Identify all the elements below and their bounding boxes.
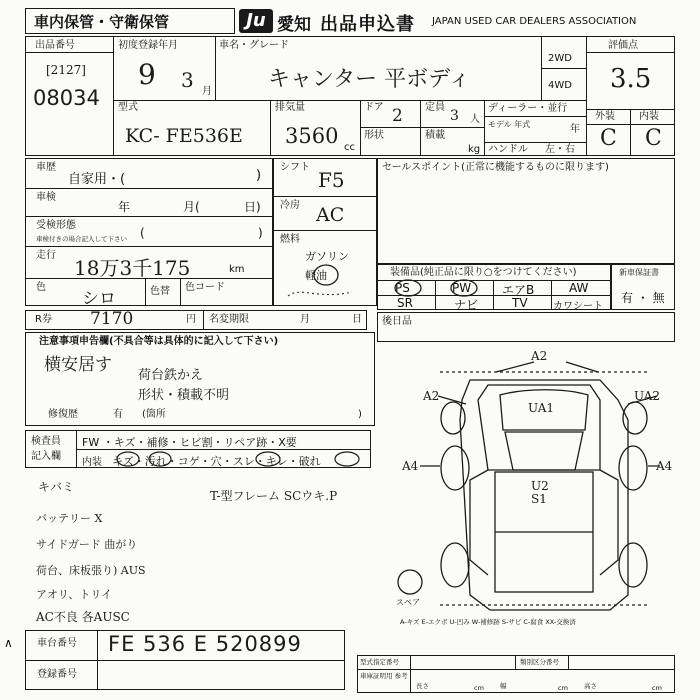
inspect-note-3: バッテリー X — [36, 512, 103, 525]
lot-number-label: 出品番号 — [35, 40, 75, 51]
kg-unit: kg — [468, 144, 481, 155]
association-name: JAPAN USED CAR DEALERS ASSOCIATION — [432, 16, 637, 27]
inspect-note-1: キバミ — [38, 480, 75, 494]
warranty-label: 新車保証書 — [619, 268, 659, 277]
first-registration-month: 3 — [181, 68, 194, 92]
month-unit: 月 — [202, 86, 212, 97]
chassis-number: FE 536 E 520899 — [108, 632, 302, 656]
lot-number: 08034 — [33, 86, 100, 110]
repair-close: ) — [358, 409, 362, 420]
repair-paren: (箇所 — [142, 409, 166, 420]
damage-mark-a4-right: A4 — [656, 459, 673, 473]
repair-history-label: 修復歴 — [48, 409, 78, 420]
damage-mark-a2-top: A2 — [531, 349, 548, 363]
spare-tire-label: スペア — [396, 598, 420, 607]
inspector-interior-row: キズ・汚れ・コゲ・穴・スレ・キレ・破れ — [112, 455, 321, 468]
color-label: 色 — [36, 282, 46, 293]
model-value: KC- FE536E — [125, 125, 243, 147]
inspection-label: 車検 — [36, 192, 56, 203]
name-grade-label: 車名・グレード — [219, 40, 289, 51]
equip-aw: AW — [569, 281, 589, 295]
receipt-paren: ( — [140, 226, 145, 240]
handle-value: 左・右 — [545, 144, 575, 155]
first-registration-label: 初度登録年月 — [118, 40, 178, 51]
length-label: 長さ — [416, 682, 429, 690]
registration-label: 登録番号 — [37, 669, 77, 680]
height-unit: cm — [652, 684, 662, 692]
fuel-light-oil: 軽油 — [305, 269, 327, 282]
score-value: 3.5 — [610, 64, 652, 94]
org-name: 愛知 — [277, 15, 311, 35]
notes-line3: 形状・積載不明 — [138, 388, 230, 403]
name-grade-value: キャンター 平ボディ — [268, 67, 471, 92]
shift-label: シフト — [280, 162, 310, 173]
mileage-label: 走行 — [36, 250, 56, 261]
class-number-label: 類別区分番号 — [520, 658, 559, 666]
length-unit: cm — [474, 684, 484, 692]
yen-unit: 円 — [186, 314, 196, 325]
person-unit: 人 — [470, 114, 480, 125]
fuel-label: 燃料 — [280, 234, 300, 245]
recycle-label: R券 — [35, 314, 52, 325]
model-year-label: モデル 年式 — [488, 120, 531, 129]
recycle-value: 7170 — [90, 309, 134, 329]
chassis-label: 車台番号 — [37, 638, 77, 649]
ac-label: 冷房 — [280, 200, 300, 211]
warranty-value: 有 ・ 無 — [621, 291, 665, 305]
inspect-note-7: AC不良 各AUSC — [36, 610, 130, 624]
capacity-value: 3 — [450, 108, 459, 124]
receipt-close: ) — [258, 226, 263, 240]
damage-mark-s1: S1 — [531, 492, 547, 506]
damage-mark-a4-left: A4 — [402, 459, 419, 473]
damage-legend: A-キズ E-エクボ U-凹み W-補修跡 S-サビ C-腐食 XX-交換済 — [400, 618, 576, 626]
inspect-note-4: サイドガード 曲がり — [36, 538, 138, 551]
garage-cert-label: 車庫証明用 参考 — [360, 672, 408, 680]
damage-mark-ua2-right: UA2 — [634, 389, 661, 403]
interior-label: 内装 — [639, 111, 659, 122]
type-designation-label: 型式指定番号 — [360, 658, 399, 666]
color-code-label: 色コード — [185, 282, 225, 293]
sales-point-label: セールスポイント(正常に機能するものに限ります) — [382, 162, 609, 173]
notes-label: 注意事項申告欄(不具合等は具体的に記入して下さい) — [39, 336, 279, 347]
dealer-label: ディーラー・並行 — [488, 103, 568, 114]
ju-logo: Ju — [239, 9, 273, 33]
damage-mark-ua1: UA1 — [528, 401, 555, 415]
equip-navi: ナビ — [454, 298, 479, 312]
km-unit: km — [229, 264, 245, 275]
exterior-label: 外装 — [595, 111, 615, 122]
interior-grade: C — [645, 126, 662, 151]
equip-sr: SR — [397, 296, 413, 310]
damage-mark-a2-left: A2 — [423, 389, 440, 403]
equip-leather-seat: カワシート — [553, 301, 603, 312]
width-unit: cm — [558, 684, 568, 692]
inspect-note-6: アオリ、トリイ — [36, 588, 113, 601]
model-year-unit: 年 — [570, 124, 580, 135]
width-label: 幅 — [500, 682, 507, 690]
inspector-label: 検査員 — [31, 436, 61, 447]
color-value: シロ — [82, 289, 116, 309]
inspect-note-5: 荷台、床板張り) AUS — [36, 564, 146, 577]
equipment-label: 装備品(純正品に限り○をつけてください) — [390, 267, 577, 278]
fuel-gasoline: ガソリン — [305, 250, 349, 263]
receipt-note: 車検付きの場合記入して下さい — [36, 235, 127, 243]
equip-pw: PW — [452, 281, 472, 295]
history-label: 車歴 — [36, 162, 56, 173]
inspection-month-unit: 月( — [183, 200, 200, 214]
lot-code: [2127] — [46, 63, 86, 77]
inspector-exterior-row: FW ・キズ・補修・ヒビ割・リペア跡・X要 — [82, 436, 297, 449]
shape-label: 形状 — [364, 130, 384, 141]
notes-line2: 荷台鉄かえ — [138, 368, 204, 383]
equip-airbag: エアB — [502, 283, 535, 297]
mileage-value: 18万3千175 — [74, 256, 191, 280]
model-label: 型式 — [118, 102, 138, 113]
inspect-note-2: T-型フレーム SCウキ.P — [210, 489, 338, 503]
color-change-label: 色替 — [150, 286, 170, 297]
displacement-label: 排気量 — [275, 102, 305, 113]
receipt-type-label: 受検形態 — [36, 220, 76, 231]
first-registration-year: 9 — [138, 58, 156, 91]
name-change-deadline-label: 名変期限 — [209, 314, 249, 325]
deadline-month-unit: 月 — [300, 314, 310, 325]
notes-line1: 横安居す — [44, 355, 112, 375]
history-value: 自家用・( — [68, 172, 126, 187]
equip-ps: PS — [395, 281, 410, 295]
deadline-day-unit: 日 — [352, 314, 362, 325]
repair-history-value: 有 — [113, 409, 123, 420]
displacement-value: 3560 — [285, 124, 339, 148]
score-label: 評価点 — [608, 40, 638, 51]
inspector-interior-label: 内装 — [82, 457, 102, 468]
equip-tv: TV — [512, 296, 528, 310]
inspection-year-unit: 年 — [118, 200, 131, 214]
doors-value: 2 — [392, 106, 403, 126]
capacity-label: 定員 — [425, 102, 445, 113]
ac-value: AC — [316, 204, 345, 226]
exterior-grade: C — [600, 126, 617, 151]
shift-value: F5 — [318, 168, 345, 192]
height-label: 高さ — [584, 682, 597, 690]
load-label: 積載 — [425, 130, 445, 141]
damage-mark-u2: U2 — [531, 479, 549, 493]
form-title: 出品申込書 — [320, 14, 415, 35]
drive-4wd: 4WD — [548, 80, 572, 91]
inspection-day-unit: 日) — [244, 200, 261, 214]
doors-label: ドア — [364, 102, 384, 113]
cc-unit: cc — [344, 142, 355, 153]
inspector-entry-label: 記入欄 — [31, 451, 61, 462]
margin-tick: ∧ — [4, 636, 13, 650]
drive-2wd: 2WD — [548, 53, 572, 64]
rear-items-label: 後日品 — [382, 316, 412, 327]
history-close: ) — [256, 168, 262, 183]
handle-label: ハンドル — [488, 144, 528, 155]
storage-stamp: 車内保管・守衛保管 — [34, 13, 170, 31]
